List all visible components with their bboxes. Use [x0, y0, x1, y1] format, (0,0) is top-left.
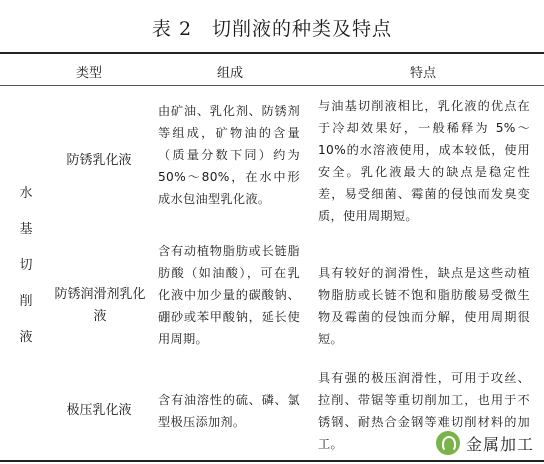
row-2-composition: 含有动植物脂肪或长链脂肪酸（如油酸），可在乳化液中加少量的碳酸钠、硼砂或苯甲酸钠，延长使用周期。 [158, 244, 300, 346]
watermark [436, 430, 534, 456]
watermark-text: 金属加工 [465, 434, 534, 454]
category-char: 液 [19, 330, 33, 345]
row-1-type: 防锈乳化液 [66, 153, 132, 168]
category-char: 基 [19, 222, 33, 237]
header-type: 类型 [75, 66, 102, 81]
bottom-rule [0, 460, 544, 462]
row-2-features: 具有较好的润滑性，缺点是这些动植物脂肪或长链不饱和脂肪酸易受微生物及霉菌的侵蚀而分解，使用周期很短。 [318, 266, 530, 346]
row-1-features: 与油基切削液相比，乳化液的优点在于冷却效果好，一般稀释为 5%～10%的水溶液使用，成本较低，使用安全。乳化液最大的缺点是稳定性差，易受细菌、霉菌的侵蚀而发臭变质，使用周期短。 [318, 99, 530, 223]
row-2-type: 防锈润滑剂乳化液 [54, 287, 146, 324]
category-char: 切 [19, 258, 33, 273]
category-label [18, 176, 34, 356]
header-rule [0, 85, 544, 86]
row-3-type: 极压乳化液 [66, 403, 132, 418]
top-rule [0, 52, 544, 54]
table-title: 表 2 切削液的种类及特点 [151, 18, 393, 40]
category-char: 水 [19, 186, 33, 201]
wechat-logo-icon [436, 431, 460, 455]
header-composition: 组成 [216, 66, 243, 81]
header-features: 特点 [409, 66, 436, 81]
row-3-composition: 含有油溶性的硫、磷、氯型极压添加剂。 [158, 393, 300, 429]
row-3-features: 具有强的极压润滑性，可用于攻丝、拉削、带锯等重切削加工，也用于不锈钢、耐热合金钢等难切削材料的加工。 [318, 371, 530, 451]
row-1-composition: 由矿油、乳化剂、防锈剂等组成，矿物油的含量（质量分数下同）约为 50%～80%，在水中形成水包油型乳化液。 [158, 104, 300, 206]
category-char: 削 [19, 294, 33, 309]
